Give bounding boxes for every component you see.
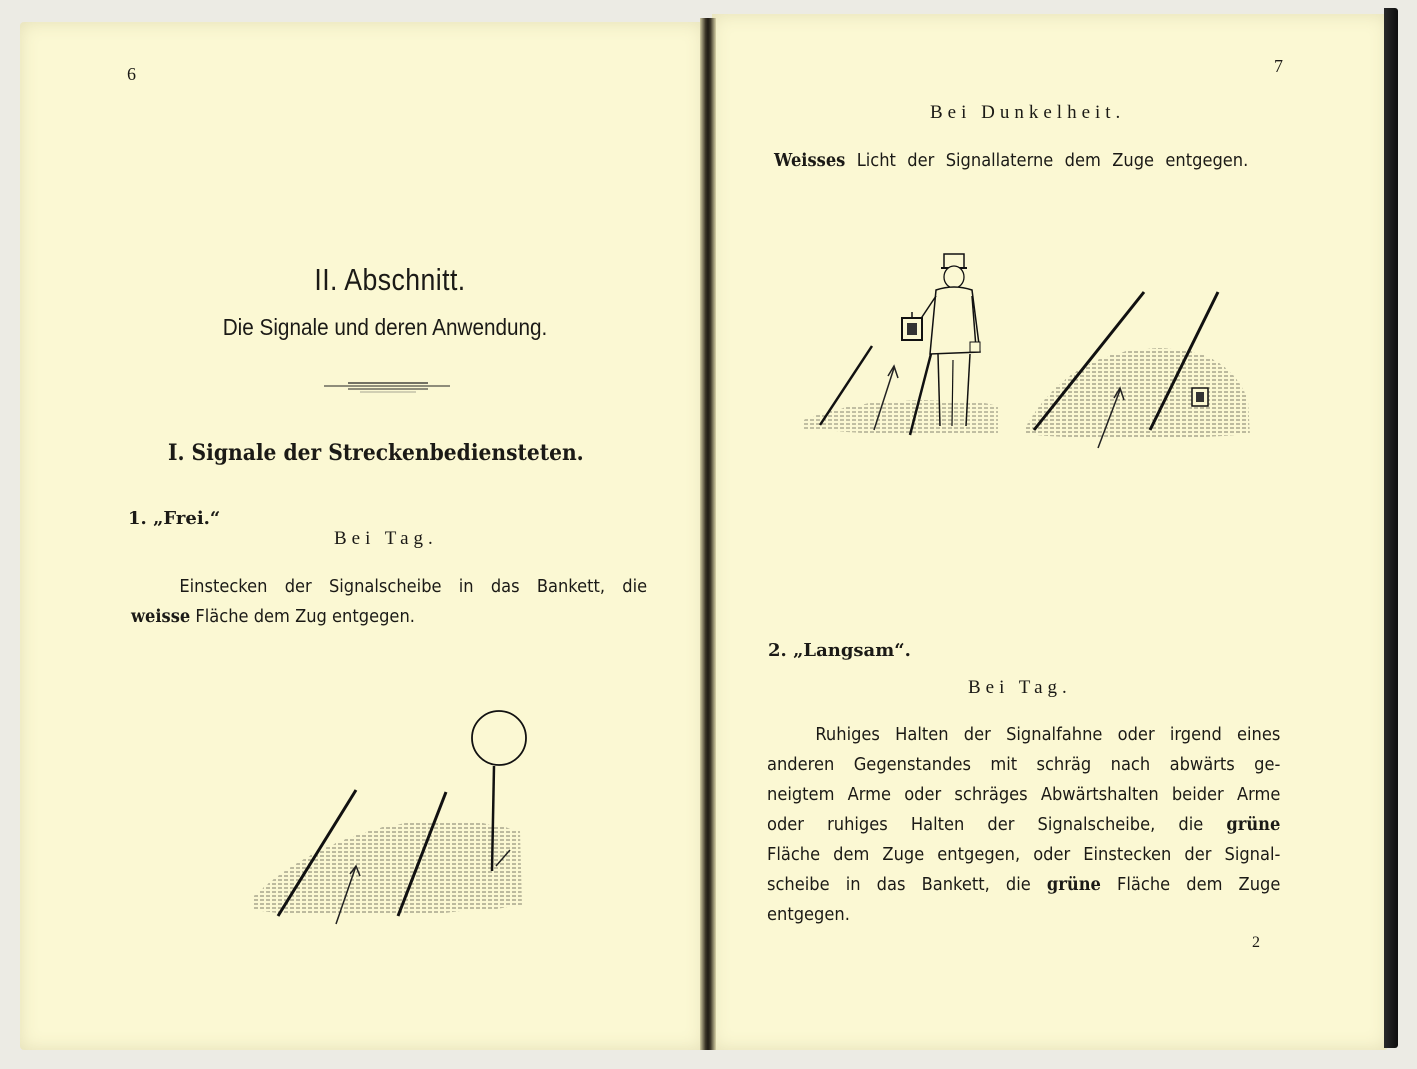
ornament-divider bbox=[320, 380, 454, 394]
item2-line1: Ruhiges Halten der Signalfahne oder irgend eines bbox=[815, 725, 1281, 745]
dark-line bbox=[774, 146, 1248, 176]
item2-number: 2. bbox=[768, 640, 787, 661]
item2-line6-a: scheibe in das Bankett, die bbox=[767, 875, 1047, 895]
book-cover-edge bbox=[1384, 8, 1398, 1048]
dark-text bbox=[774, 146, 1248, 176]
item2-line4-a: oder ruhiges Halten der Signalscheibe, die bbox=[767, 815, 1227, 835]
item1-condition: Bei Tag. bbox=[334, 528, 438, 549]
bold-weisses: Weisses bbox=[774, 151, 846, 171]
item2-name: „Langsam“. bbox=[793, 640, 911, 661]
right-page-number: 7 bbox=[1274, 56, 1283, 76]
item1-bold-weisse: weisse bbox=[131, 607, 191, 627]
item2-heading bbox=[768, 640, 911, 661]
night-lantern-illustration bbox=[798, 230, 1258, 460]
bold-gruene-2: grüne bbox=[1046, 875, 1101, 895]
item2-line6-b: Fläche dem Zuge bbox=[1100, 875, 1281, 895]
item1-line2 bbox=[131, 602, 647, 632]
left-page-number: 6 bbox=[127, 64, 136, 84]
item2-line2: anderen Gegenstandes mit schräg nach abwärts ge- bbox=[767, 755, 1281, 775]
section-title: II. Abschnitt. bbox=[314, 262, 466, 297]
item1-heading bbox=[128, 508, 220, 529]
item1-line2-rest: Fläche dem Zug entgegen. bbox=[190, 607, 415, 627]
frei-signal-illustration bbox=[248, 706, 538, 926]
item2-condition: Bei Tag. bbox=[968, 677, 1072, 698]
signature-mark: 2 bbox=[1252, 934, 1260, 951]
item2-line5: Fläche dem Zuge entgegen, oder Einstecken der Signal- bbox=[767, 845, 1281, 865]
item2-line4 bbox=[767, 810, 1280, 840]
section-subtitle: Die Signale und deren Anwendung. bbox=[222, 314, 548, 340]
item2-line7: entgegen. bbox=[767, 905, 850, 925]
item1-line1: Einstecken der Signalscheibe in das Bankett, die bbox=[179, 577, 648, 597]
item1-number: 1. bbox=[128, 508, 147, 529]
item2-text bbox=[767, 720, 1280, 930]
dark-text-rest: Licht der Signallaterne dem Zuge entgegen. bbox=[845, 151, 1249, 171]
book-spine bbox=[700, 18, 716, 1050]
item1-text bbox=[131, 572, 647, 632]
item1-name: „Frei.“ bbox=[153, 508, 221, 529]
item2-line6 bbox=[767, 870, 1280, 900]
chapter-heading: I. Signale der Streckenbediensteten. bbox=[168, 440, 584, 466]
item2-line3: neigtem Arme oder schräges Abwärtshalten beider Arme bbox=[767, 785, 1281, 805]
dark-condition: Bei Dunkelheit. bbox=[930, 102, 1126, 123]
bold-gruene-1: grüne bbox=[1226, 815, 1281, 835]
